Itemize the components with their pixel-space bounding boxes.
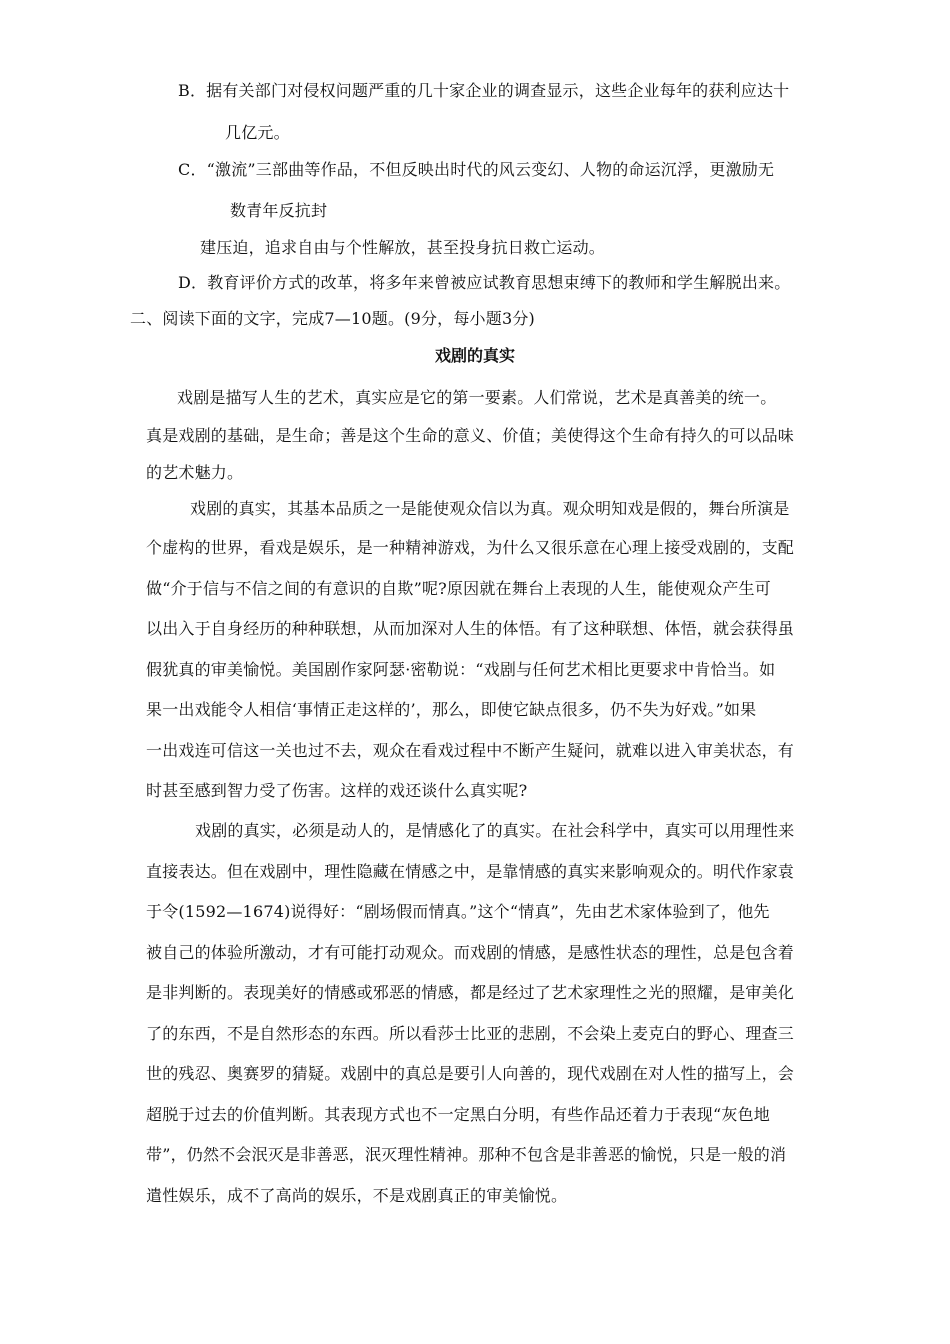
paragraph-line: 的艺术魅力。 [146,463,244,482]
paragraph-line: 遣性娱乐，成不了高尚的娱乐，不是戏剧真正的审美愉悦。 [146,1186,568,1205]
paragraph-line: 假犹真的审美愉悦。美国剧作家阿瑟·密勒说：“戏剧与任何艺术相比更要求中肯恰当。如 [146,660,776,679]
option-c-line-2: 数青年反抗封 [230,201,328,220]
paragraph-line: 了的东西，不是自然形态的东西。所以看莎士比亚的悲剧，不会染上麦克白的野心、理查三 [146,1024,795,1043]
paragraph-line: 果一出戏能令人相信‘事情正走这样的’，那么，即使它缺点很多，仍不失为好戏。”如果 [146,700,757,719]
paragraph-line: 于令(1592—1674)说得好：“剧场假而情真。”这个“情真”，先由艺术家体验到了，他先 [146,902,770,921]
paragraph-line: 超脱于过去的价值判断。其表现方式也不一定黑白分明，有些作品还着力于表现“灰色地 [146,1105,770,1124]
paragraph-line: 是非判断的。表现美好的情感或邪恶的情感，都是经过了艺术家理性之光的照耀，是审美化 [146,983,795,1002]
option-c-line-1: C．“激流”三部曲等作品，不但反映出时代的风云变幻、人物的命运沉浮，更激励无 [178,160,775,179]
paragraph-line: 做“介于信与不信之间的有意识的自欺”呢?原因就在舞台上表现的人生，能使观众产生可 [146,579,771,598]
paragraph-line: 一出戏连可信这一关也过不去，观众在看戏过程中不断产生疑问，就难以进入审美状态，有 [146,741,795,760]
paragraph-line: 真是戏剧的基础，是生命；善是这个生命的意义、价值；美使得这个生命有持久的可以品味 [146,426,795,445]
paragraph-line: 被自己的体验所激动，才有可能打动观众。而戏剧的情感，是感性状态的理性，总是包含着 [146,943,795,962]
option-c-line-3: 建压迫，追求自由与个性解放，甚至投身抗日救亡运动。 [200,238,606,257]
article-title: 戏剧的真实 [434,346,515,365]
paragraph-line: 戏剧的真实，必须是动人的，是情感化了的真实。在社会科学中，真实可以用理性来 [195,821,795,840]
paragraph-line: 以出入于自身经历的种种联想，从而加深对人生的体悟。有了这种联想、体悟，就会获得虽 [146,619,795,638]
paragraph-line: 个虚构的世界，看戏是娱乐，是一种精神游戏，为什么又很乐意在心理上接受戏剧的，支配 [146,538,795,557]
paragraph-line: 戏剧的真实，其基本品质之一是能使观众信以为真。观众明知戏是假的，舞台所演是 [190,499,790,518]
option-b-line-2: 几亿元。 [225,123,290,142]
paragraph-line: 时甚至感到智力受了伤害。这样的戏还谈什么真实呢? [146,781,528,800]
option-d-line-1: D．教育评价方式的改革，将多年来曾被应试教育思想束缚下的教师和学生解脱出来。 [178,273,791,292]
paragraph-line: 世的残忍、奥赛罗的猜疑。戏剧中的真总是要引人向善的，现代戏剧在对人性的描写上，会 [146,1064,795,1083]
section-heading: 二、阅读下面的文字，完成7—10题。(9分，每小题3分) [130,309,535,328]
paragraph-line: 带”，仍然不会泯灭是非善恶，泯灭理性精神。那种不包含是非善恶的愉悦，只是一般的消 [146,1145,787,1164]
paragraph-line: 戏剧是描写人生的艺术，真实应是它的第一要素。人们常说，艺术是真善美的统一。 [177,388,777,407]
paragraph-line: 直接表达。但在戏剧中，理性隐藏在情感之中，是靠情感的真实来影响观众的。明代作家袁 [146,862,795,881]
option-b-line-1: B．据有关部门对侵权问题严重的几十家企业的调查显示，这些企业每年的获利应达十 [178,81,790,100]
